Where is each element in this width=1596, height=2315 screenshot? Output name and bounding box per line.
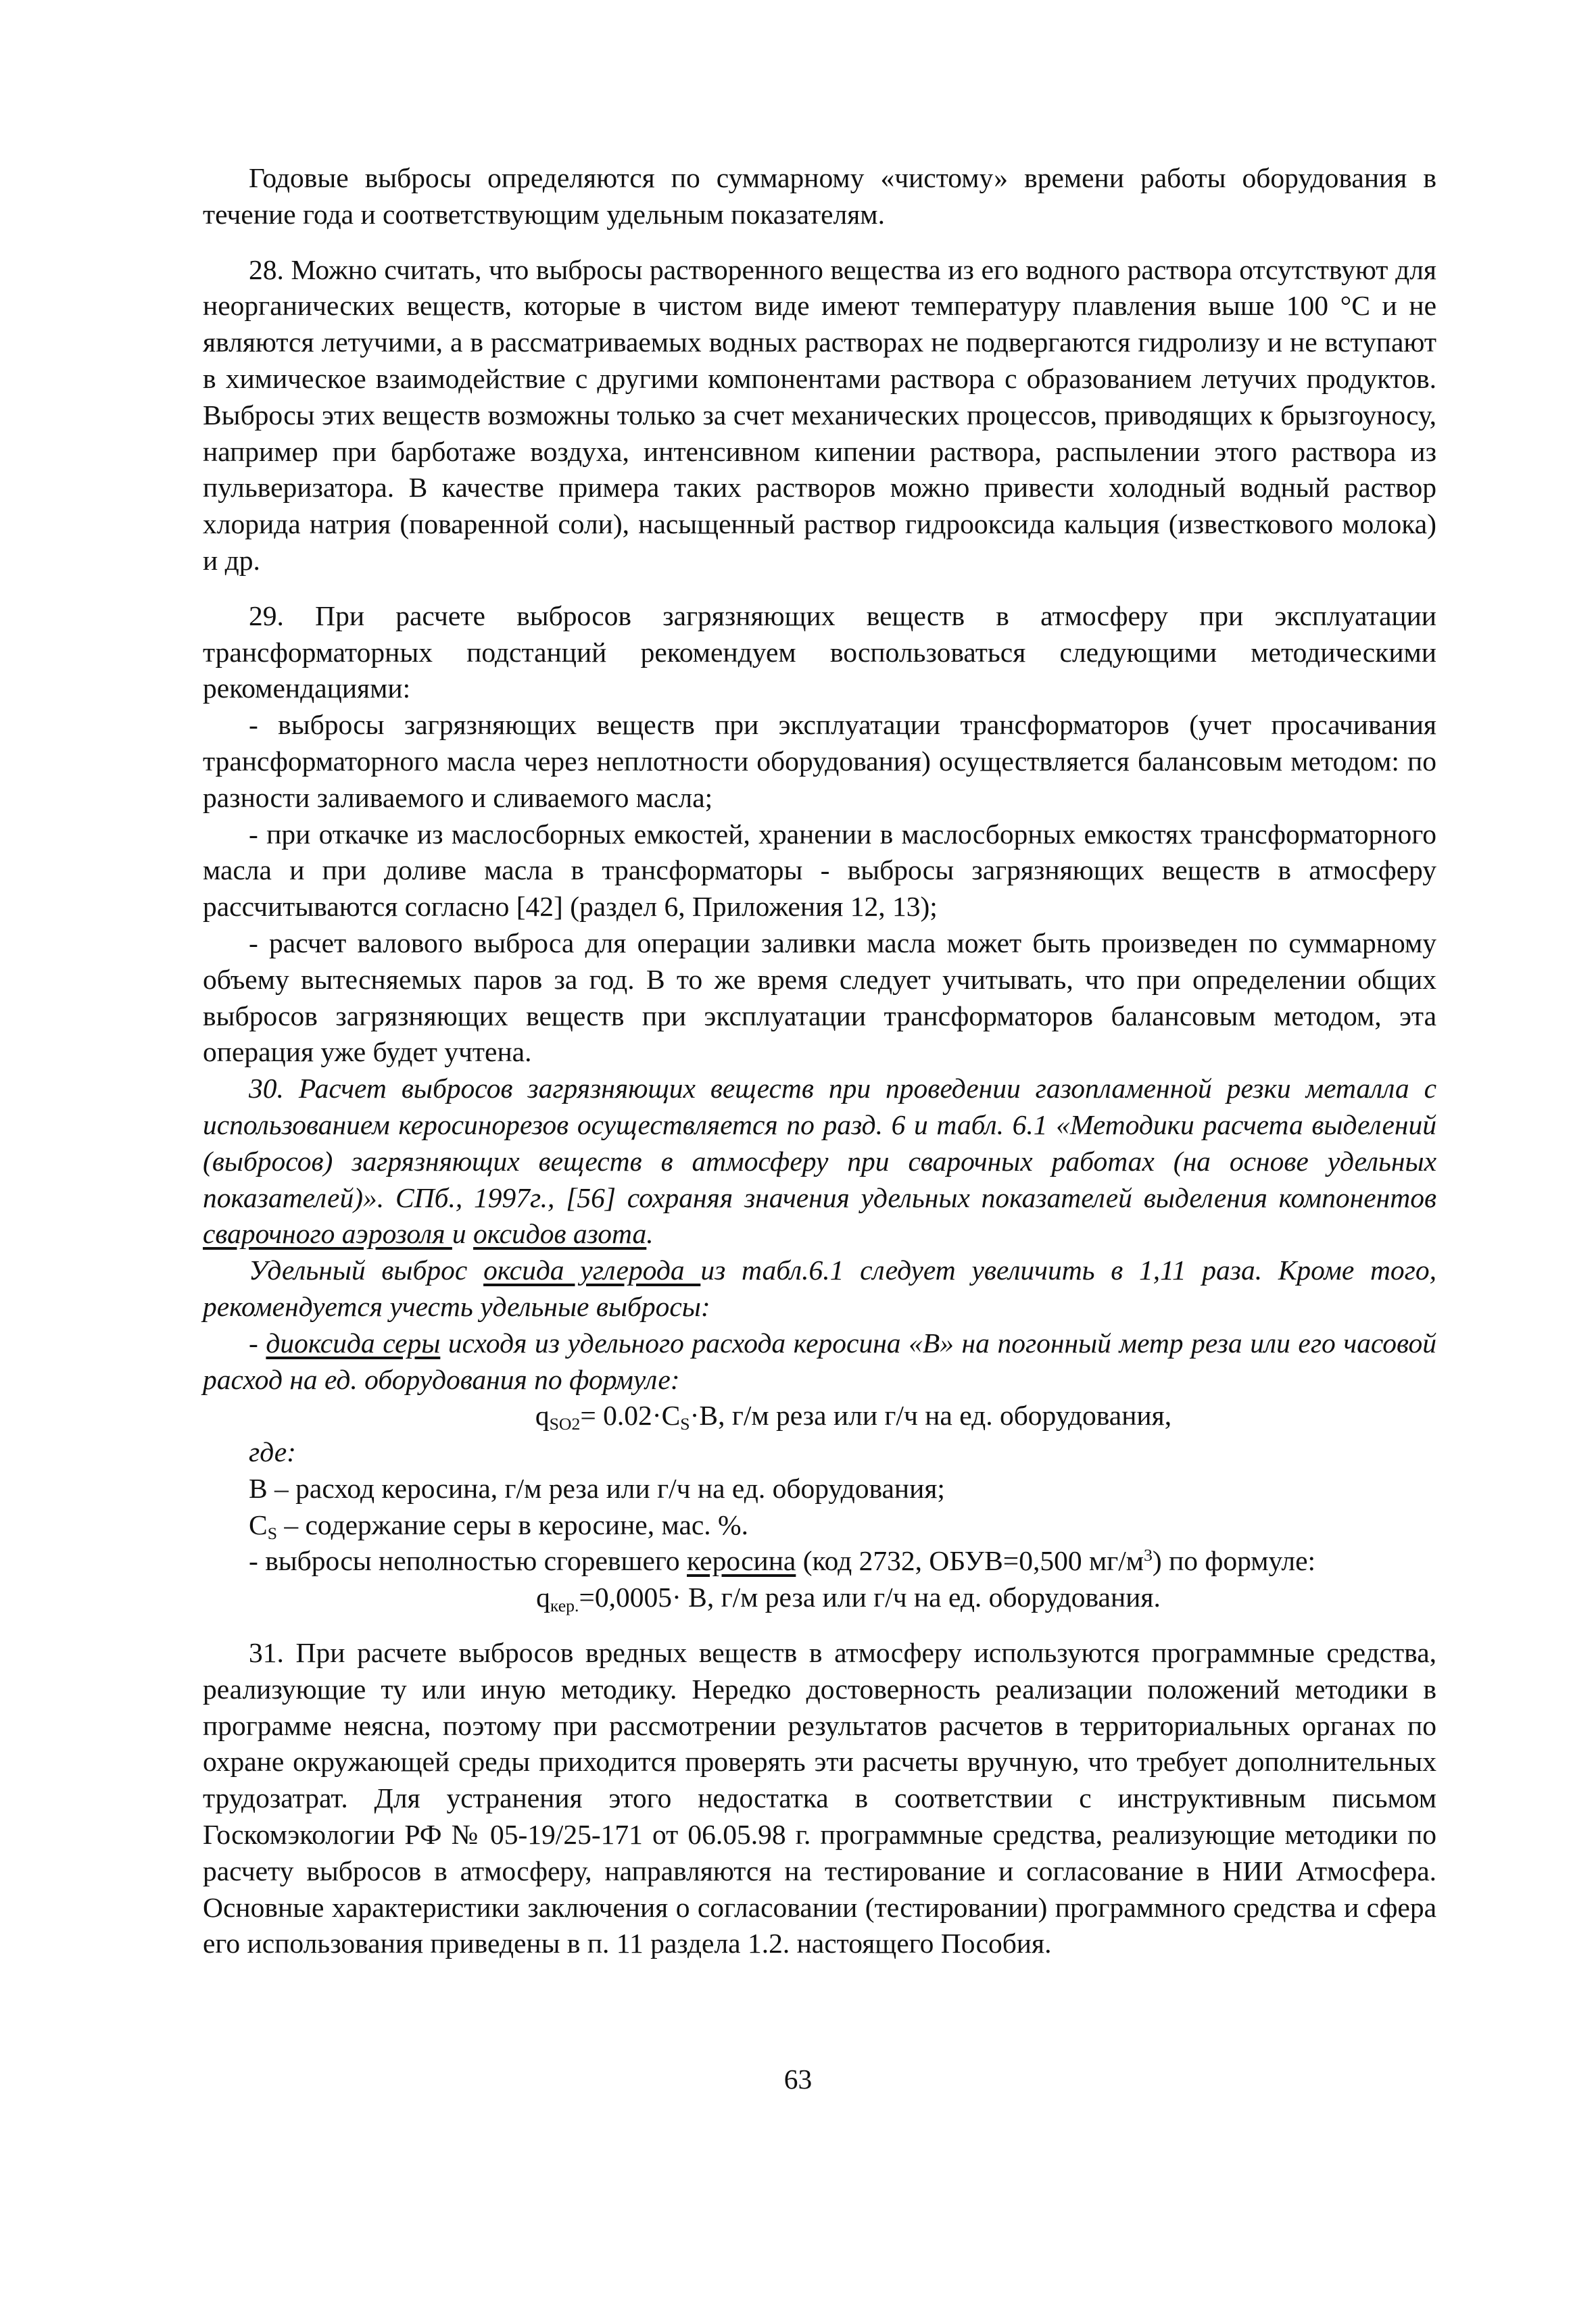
text: из табл.6.1 следует увеличить в 1,11 раза. Кроме того, рекомендуется учесть удельные выбросы: <box>203 1254 1436 1322</box>
text: исходя из удельного расхода керосина «В» на погонный метр реза или его часовой расход на ед. оборудования по формуле: <box>203 1327 1436 1395</box>
subscript: S <box>267 1523 277 1543</box>
page-number: 63 <box>783 2064 813 2095</box>
formula-kerosene <box>203 1580 1436 1616</box>
where-label: где: <box>249 1436 296 1468</box>
formula-subscript: S <box>680 1414 690 1434</box>
paragraph-30-so2 <box>203 1325 1436 1398</box>
text: (код 2732, ОБУВ=0,500 мг/м <box>796 1545 1144 1577</box>
text: - <box>249 1327 266 1359</box>
text: 30. Расчет выбросов загрязняющих веществ при проведении газопламенной резки металла с использованием керосинорезов осуществляется по разд. 6 и табл. 6.1 «Методики расчета выделений (выбросов) загрязняющих веществ в атмосферу при сварочных работах (на основе удельных показателей)». СПб., 1997г., [56] сохраняя значения удельных показателей выделения компонентов <box>203 1073 1436 1213</box>
text: и <box>452 1218 474 1250</box>
text: – содержание серы в керосине, мас. %. <box>277 1509 748 1540</box>
text: Удельный выброс <box>249 1254 484 1286</box>
formula-subscript: SO2 <box>549 1414 581 1434</box>
formula-so2 <box>203 1398 1436 1434</box>
paragraph-28: 28. Можно считать, что выбросы растворенного вещества из его водного раствора отсутствуют для неорганических веществ, которые в чистом виде имеют температуру плавления выше 100 °С и не являются летучими, а в рассматриваемых водных растворах не подвергаются гидролизу и не вступают в химическое взаимодействие с другими компонентами раствора с образованием летучих продуктов. Выбросы этих веществ возможны только за счет механических процессов, приводящих к брызгоуносу, например при барботаже воздуха, интенсивном кипении раствора, распылении этого раствора из пульверизатора. В качестве примера таких растворов можно привести холодный водный раствор хлорида натрия (поваренной соли), насыщенный раствор гидрооксида кальция (известкового молока) и др. <box>203 253 1436 576</box>
formula-symbol: q <box>535 1400 550 1432</box>
page-body <box>203 160 1436 1962</box>
paragraph-kerosene <box>203 1543 1436 1580</box>
paragraph-31: 31. При расчете выбросов вредных веществ в атмосферу используются программные средства, реализующие ту или иную методику. Нередко достоверность реализации положений методики в программе неясна, поэтому при рассмотрении результатов расчетов в территориальных органах по охране окружающей среды приходится проверять эти расчеты вручную, что требует дополнительных трудозатрат. Для устранения этого недостатка в соответствии с инструктивным письмом Госкомэкологии РФ № 05-19/25-171 от 06.05.98 г. программные средства, реализующие методики по расчету выбросов в атмосферу, направляются на тестирование и согласование в НИИ Атмосфера. Основные характеристики заключения о согласовании (тестировании) программного средства и сфера его использования приведены в п. 11 раздела 1.2. настоящего Пособия. <box>203 1637 1436 1959</box>
underlined-term: керосина <box>687 1545 796 1577</box>
paragraph-30-co <box>203 1252 1436 1325</box>
formula-text: ·B, г/м реза или г/ч на ед. оборудования, <box>690 1400 1172 1432</box>
text: С <box>249 1509 268 1540</box>
formula-subscript: кер. <box>550 1596 579 1616</box>
formula-text: = 0.02·C <box>580 1400 681 1432</box>
superscript: 3 <box>1144 1545 1153 1565</box>
underlined-term: оксида углерода <box>483 1254 701 1286</box>
underlined-term: сварочного аэрозоля <box>203 1218 452 1250</box>
underlined-term: оксидов азота <box>473 1218 647 1250</box>
paragraph-29-item-1: - выбросы загрязняющих веществ при эксплуатации трансформаторов (учет просачивания трансформаторного масла через неплотности оборудования) осуществляется балансовым методом: по разности заливаемого и сливаемого масла; <box>203 709 1436 813</box>
paragraph-29-item-3: - расчет валового выброса для операции заливки масла может быть произведен по суммарному объему вытесняемых паров за год. В то же время следует учитывать, что при определении общих выбросов загрязняющих веществ при эксплуатации трансформаторов балансовым методом, эта операция уже будет учтена. <box>203 927 1436 1068</box>
paragraph-29: 29. При расчете выбросов загрязняющих веществ в атмосферу при эксплуатации трансформаторных подстанций рекомендуем воспользоваться следующими методическими рекомендациями: <box>203 600 1436 704</box>
text: . <box>646 1218 654 1250</box>
text: ) по формуле: <box>1152 1545 1316 1577</box>
underlined-term: диоксида серы <box>266 1327 441 1359</box>
paragraph-29-item-2: - при откачке из маслосборных емкостей, хранении в маслосборных емкостях трансформаторного масла и при доливе масла в трансформаторы - выбросы загрязняющих веществ в атмосферу рассчитываются согласно [42] (раздел 6, Приложения 12, 13); <box>203 818 1436 923</box>
formula-text: =0,0005· В, г/м реза или г/ч на ед. оборудования. <box>579 1582 1161 1613</box>
definition-b: В – расход керосина, г/м реза или г/ч на ед. оборудования; <box>249 1472 945 1504</box>
definition-cs <box>203 1507 1436 1544</box>
paragraph-annual-emissions: Годовые выбросы определяются по суммарному «чистому» времени работы оборудования в течение года и соответствующим удельным показателям. <box>203 162 1436 230</box>
formula-symbol: q <box>536 1582 550 1613</box>
text: - выбросы неполностью сгоревшего <box>249 1545 687 1577</box>
paragraph-30 <box>203 1071 1436 1252</box>
